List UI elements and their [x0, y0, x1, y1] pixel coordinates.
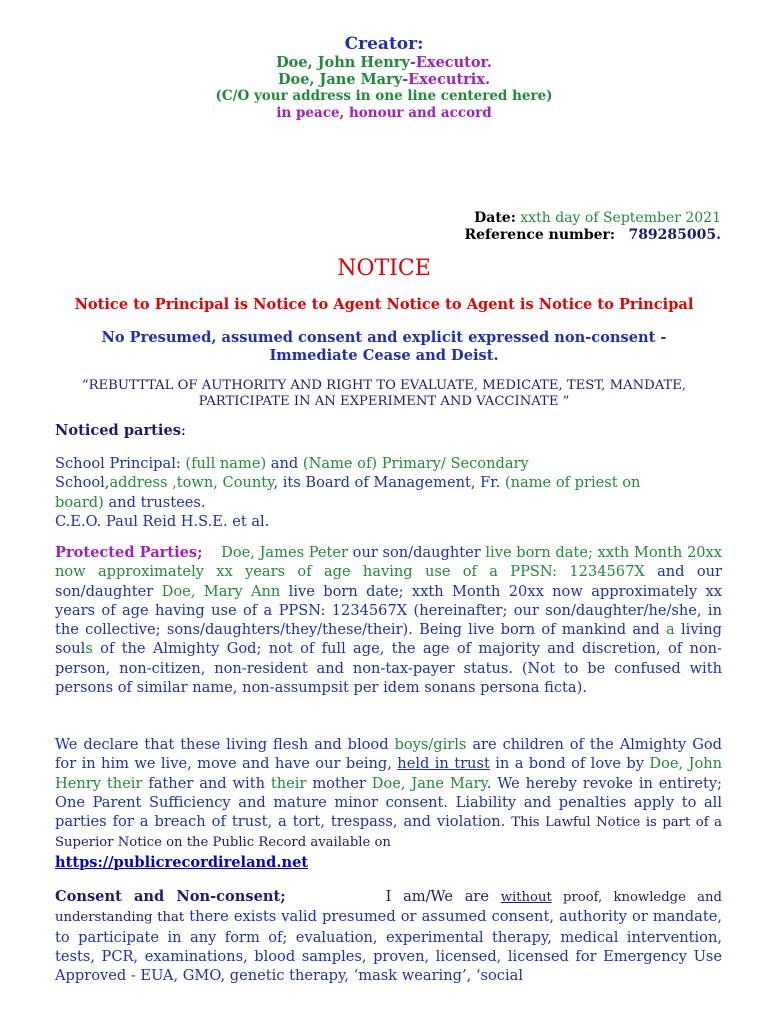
declare-text-12: . We hereby revoke in entirety; One Parent Sufficiency and mature minor consent. Liability and penalties apply to all parties for a breach of trust, a tort, trespass, and violation.: [55, 774, 722, 831]
creator-label: Creator:: [344, 34, 424, 54]
protected-text-6: live born date; xxth Month 20xx now approximately xx years of age having use of a PPSN: 1234567X (hereinafter; our son/daughter/he/she, in the collective; sons/daughters/they/these/their). Being live born of mankind and: [55, 582, 723, 639]
child-2-name: Doe, Mary Ann: [161, 582, 281, 600]
school-type: (Name of) Primary/ Secondary: [302, 455, 529, 472]
held-in-trust: held in trust: [397, 755, 490, 773]
consent-without: without: [500, 890, 552, 905]
date-value: xxth day of September 2021: [520, 210, 721, 226]
declare-text-1: We declare that these living flesh and blood: [55, 736, 395, 753]
protected-text-7: a: [666, 621, 675, 639]
and-text: and: [266, 455, 303, 472]
declare-boys-girls: boys/girls: [394, 736, 467, 753]
reference-value: 789285005.: [628, 227, 721, 243]
public-record-text: This Lawful Notice is part of a Superior Notice on the Public Record available on: [55, 815, 723, 851]
school-label: School,: [55, 474, 110, 492]
executor-role: -Executor.: [409, 54, 492, 71]
consent-heading-label: Consent and Non-consent;: [55, 888, 286, 905]
protected-parties-heading: Protected Parties;: [55, 544, 203, 561]
rebuttal-line-2: PARTICIPATE IN AN EXPERIMENT AND VACCINATE ”: [198, 394, 570, 409]
date-label: Date:: [474, 210, 516, 226]
consent-text-1: I am/We are: [385, 888, 501, 905]
priest-name-end: board): [55, 493, 104, 511]
declare-text-7: their: [100, 774, 143, 792]
school-address: address ,town, County: [109, 474, 274, 492]
rebuttal-title: [40, 378, 728, 410]
declare-text-5: in a bond of love by: [489, 755, 650, 773]
address-line: (C/O your address in one line centered here): [215, 88, 553, 104]
ceo-line: C.E.O. Paul Reid H.S.E. et al.: [55, 512, 270, 530]
mother-name: Doe, Jane Mary: [371, 774, 487, 792]
father-name: Doe, John Henry: [55, 755, 723, 792]
noticed-parties-heading: [55, 421, 722, 440]
executrix-role: -Executrix.: [402, 71, 490, 88]
protected-text-10: of the Almighty God; not of full age, the age of majority and discretion, of non-person, non-citizen, non-resident and non-tax-payer status. (Not to be confused with persons of similar name, non-assumpsit per idem sonans persona ficta).: [55, 640, 722, 697]
executrix-name: Doe, Jane Mary: [277, 71, 403, 88]
executor-name: Doe, John Henry: [276, 54, 410, 71]
consent-heading-line-1: No Presumed, assumed consent and explicit expressed non-consent -: [101, 329, 667, 346]
declare-text-8: father and with: [142, 774, 271, 792]
consent-paragraph: [55, 887, 722, 985]
protected-text-8: living soul: [55, 621, 722, 658]
declare-text-9: their: [270, 774, 307, 792]
creator-header: [0, 34, 768, 122]
consent-text-4: there exists valid presumed or assumed consent, authority or mandate, to participate in any form of; evaluation, experimental therapy, medical intervention, tests, PCR, examinations, blood samples, proven, licensed, licensed for Emergency Use Approved - EUA, GMO, genetic therapy, ‘mask wearing’, ‘social: [55, 908, 722, 985]
child-1-details: live born date; xxth Month 20xx now approximately xx years of age having use of a PPSN: 1234567X: [55, 544, 722, 581]
consent-heading: [40, 329, 728, 365]
protected-text-4: and our son/daughter: [55, 563, 722, 600]
board-text: , its Board of Management, Fr.: [273, 474, 505, 492]
priest-name: (name of priest on: [504, 474, 641, 492]
trustees-text: and trustees.: [103, 493, 206, 511]
rebuttal-line-1: “REBUTTTAL OF AUTHORITY AND RIGHT TO EVALUATE, MEDICATE, TEST, MANDATE,: [81, 378, 687, 393]
public-record-link[interactable]: https://publicrecordireland.net: [55, 853, 309, 871]
protected-text-2: our son/daughter: [348, 544, 486, 561]
noticed-parties-list: [55, 454, 722, 531]
declaration-paragraph: [55, 735, 722, 872]
child-1-name: Doe, James Peter: [221, 544, 349, 561]
declare-text-10: mother: [306, 774, 372, 792]
consent-heading-line-2: Immediate Cease and Deist.: [269, 347, 499, 364]
principal-agent-line: Notice to Principal is Notice to Agent Notice to Agent is Notice to Principal: [74, 296, 694, 313]
date-block: [464, 210, 721, 244]
motto-line: in peace, honour and accord: [276, 105, 492, 121]
declare-text-3: are children of the Almighty God for in him we live, move and have our being,: [55, 736, 722, 773]
principal-label: School Principal:: [55, 455, 186, 472]
consent-text-3: proof, knowledge and understanding that: [55, 890, 722, 926]
principal-fullname: (full name): [185, 455, 267, 472]
protected-text-9: s: [85, 640, 93, 658]
noticed-parties-colon: :: [180, 422, 186, 439]
noticed-parties-label: Noticed parties: [55, 422, 181, 439]
protected-parties-paragraph: [55, 543, 722, 697]
notice-title: NOTICE: [337, 256, 431, 281]
reference-label: Reference number:: [464, 227, 616, 243]
